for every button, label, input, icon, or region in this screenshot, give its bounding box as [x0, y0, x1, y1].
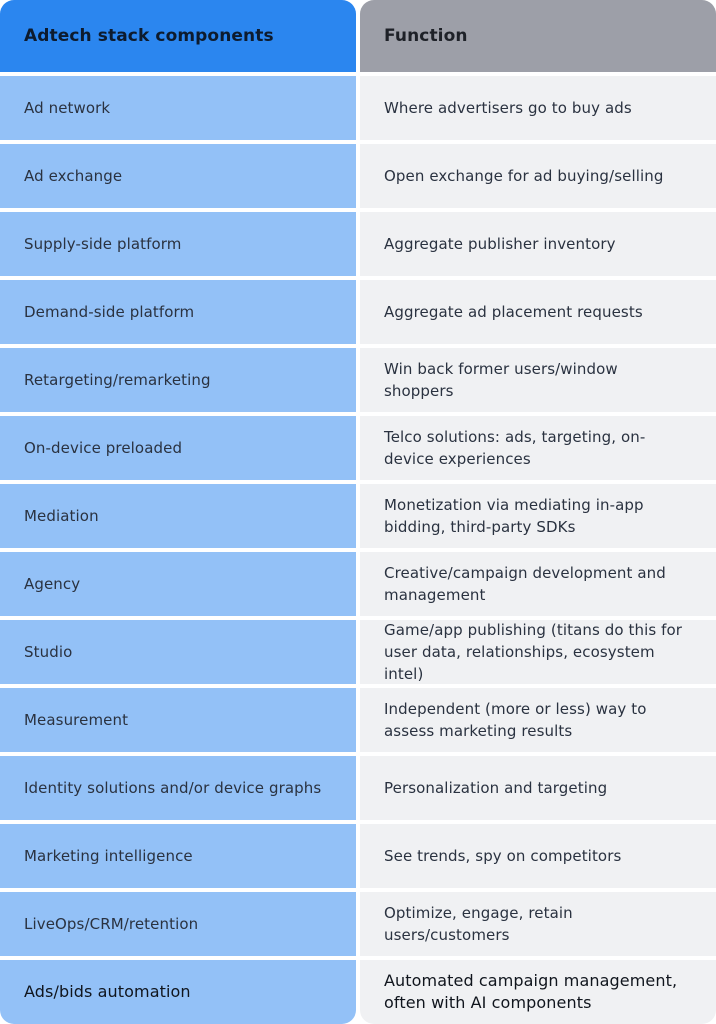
function-cell: Aggregate publisher inventory: [360, 212, 716, 276]
function-cell: Win back former users/window shoppers: [360, 348, 716, 412]
components-column: [0, 0, 356, 1024]
function-cell: Telco solutions: ads, targeting, on-device experiences: [360, 416, 716, 480]
component-cell: Mediation: [0, 484, 356, 548]
function-column: [360, 0, 716, 1024]
component-cell: Ads/bids automation: [0, 960, 356, 1024]
component-cell: Marketing intelligence: [0, 824, 356, 888]
component-cell: Retargeting/remarketing: [0, 348, 356, 412]
function-cell: Optimize, engage, retain users/customers: [360, 892, 716, 956]
component-cell: Demand-side platform: [0, 280, 356, 344]
component-cell: LiveOps/CRM/retention: [0, 892, 356, 956]
components-header: Adtech stack components: [0, 0, 356, 72]
function-cell: Automated campaign management, often with AI components: [360, 960, 716, 1024]
function-header: Function: [360, 0, 716, 72]
component-cell: Measurement: [0, 688, 356, 752]
component-cell: Agency: [0, 552, 356, 616]
component-cell: Identity solutions and/or device graphs: [0, 756, 356, 820]
function-cell: Where advertisers go to buy ads: [360, 76, 716, 140]
function-cell: Personalization and targeting: [360, 756, 716, 820]
function-cell: Open exchange for ad buying/selling: [360, 144, 716, 208]
function-cell: See trends, spy on competitors: [360, 824, 716, 888]
component-cell: On-device preloaded: [0, 416, 356, 480]
function-cell: Game/app publishing (titans do this for user data, relationships, ecosystem intel): [360, 620, 716, 684]
function-cell: Independent (more or less) way to assess marketing results: [360, 688, 716, 752]
component-cell: Ad network: [0, 76, 356, 140]
component-cell: Studio: [0, 620, 356, 684]
function-cell: Aggregate ad placement requests: [360, 280, 716, 344]
function-cell: Monetization via mediating in-app bidding, third-party SDKs: [360, 484, 716, 548]
component-cell: Ad exchange: [0, 144, 356, 208]
function-cell: Creative/campaign development and management: [360, 552, 716, 616]
component-cell: Supply-side platform: [0, 212, 356, 276]
